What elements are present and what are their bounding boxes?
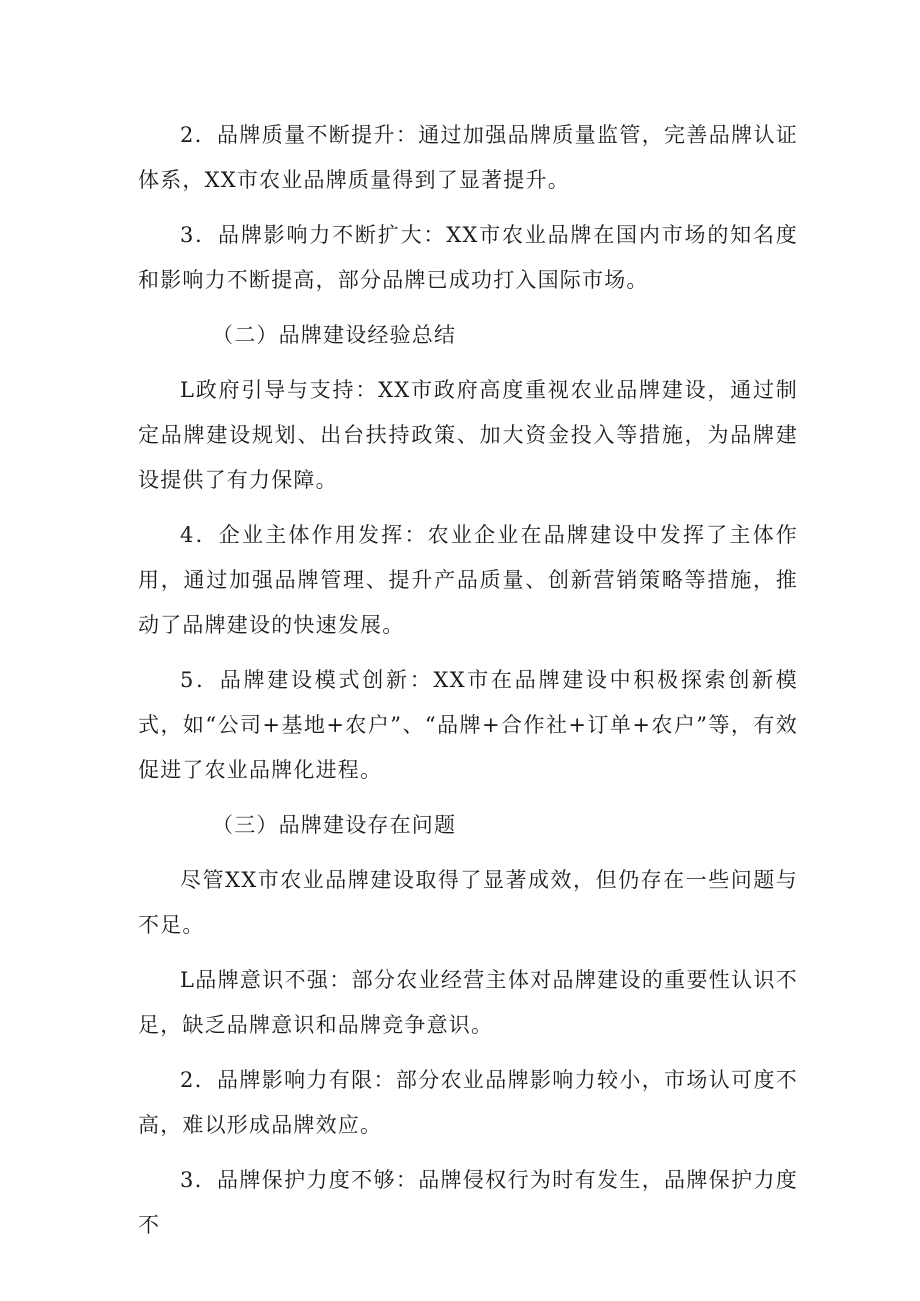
document-body [138,113,798,1258]
paragraph-problems-intro: 尽管XX市农业品牌建设取得了显著成效，但仍存在一些问题与不足。 [138,868,798,937]
paragraph-enterprise-role: 4．企业主体作用发挥：农业企业在品牌建设中发挥了主体作用，通过加强品牌管理、提升产品质量、创新营销策略等措施，推动了品牌建设的快速发展。 [138,523,798,637]
section-heading-problems: （三）品牌建设存在问题 [212,813,457,837]
paragraph-model-innovation: 5．品牌建设模式创新：XX市在品牌建设中积极探索创新模式，如“公司+基地+农户”、“品牌+合作社+订单+农户”等，有效促进了农业品牌化进程。 [138,668,798,782]
paragraph-weak-awareness: L品牌意识不强：部分农业经营主体对品牌建设的重要性认识不足，缺乏品牌意识和品牌竞争意识。 [138,968,798,1037]
paragraph-insufficient-protection: 3．品牌保护力度不够：品牌侵权行为时有发生，品牌保护力度不 [138,1168,798,1237]
paragraph-limited-influence: 2．品牌影响力有限：部分农业品牌影响力较小，市场认可度不高，难以形成品牌效应。 [138,1068,798,1137]
paragraph-brand-quality: 2．品牌质量不断提升：通过加强品牌质量监管，完善品牌认证体系，XX市农业品牌质量得到了显著提升。 [138,123,798,192]
paragraph-government-support: L政府引导与支持：XX市政府高度重视农业品牌建设，通过制定品牌建设规划、出台扶持政策、加大资金投入等措施，为品牌建设提供了有力保障。 [138,378,798,492]
section-heading-experience: （二）品牌建设经验总结 [212,323,457,347]
paragraph-brand-influence: 3．品牌影响力不断扩大：XX市农业品牌在国内市场的知名度和影响力不断提高，部分品牌已成功打入国际市场。 [138,223,798,292]
